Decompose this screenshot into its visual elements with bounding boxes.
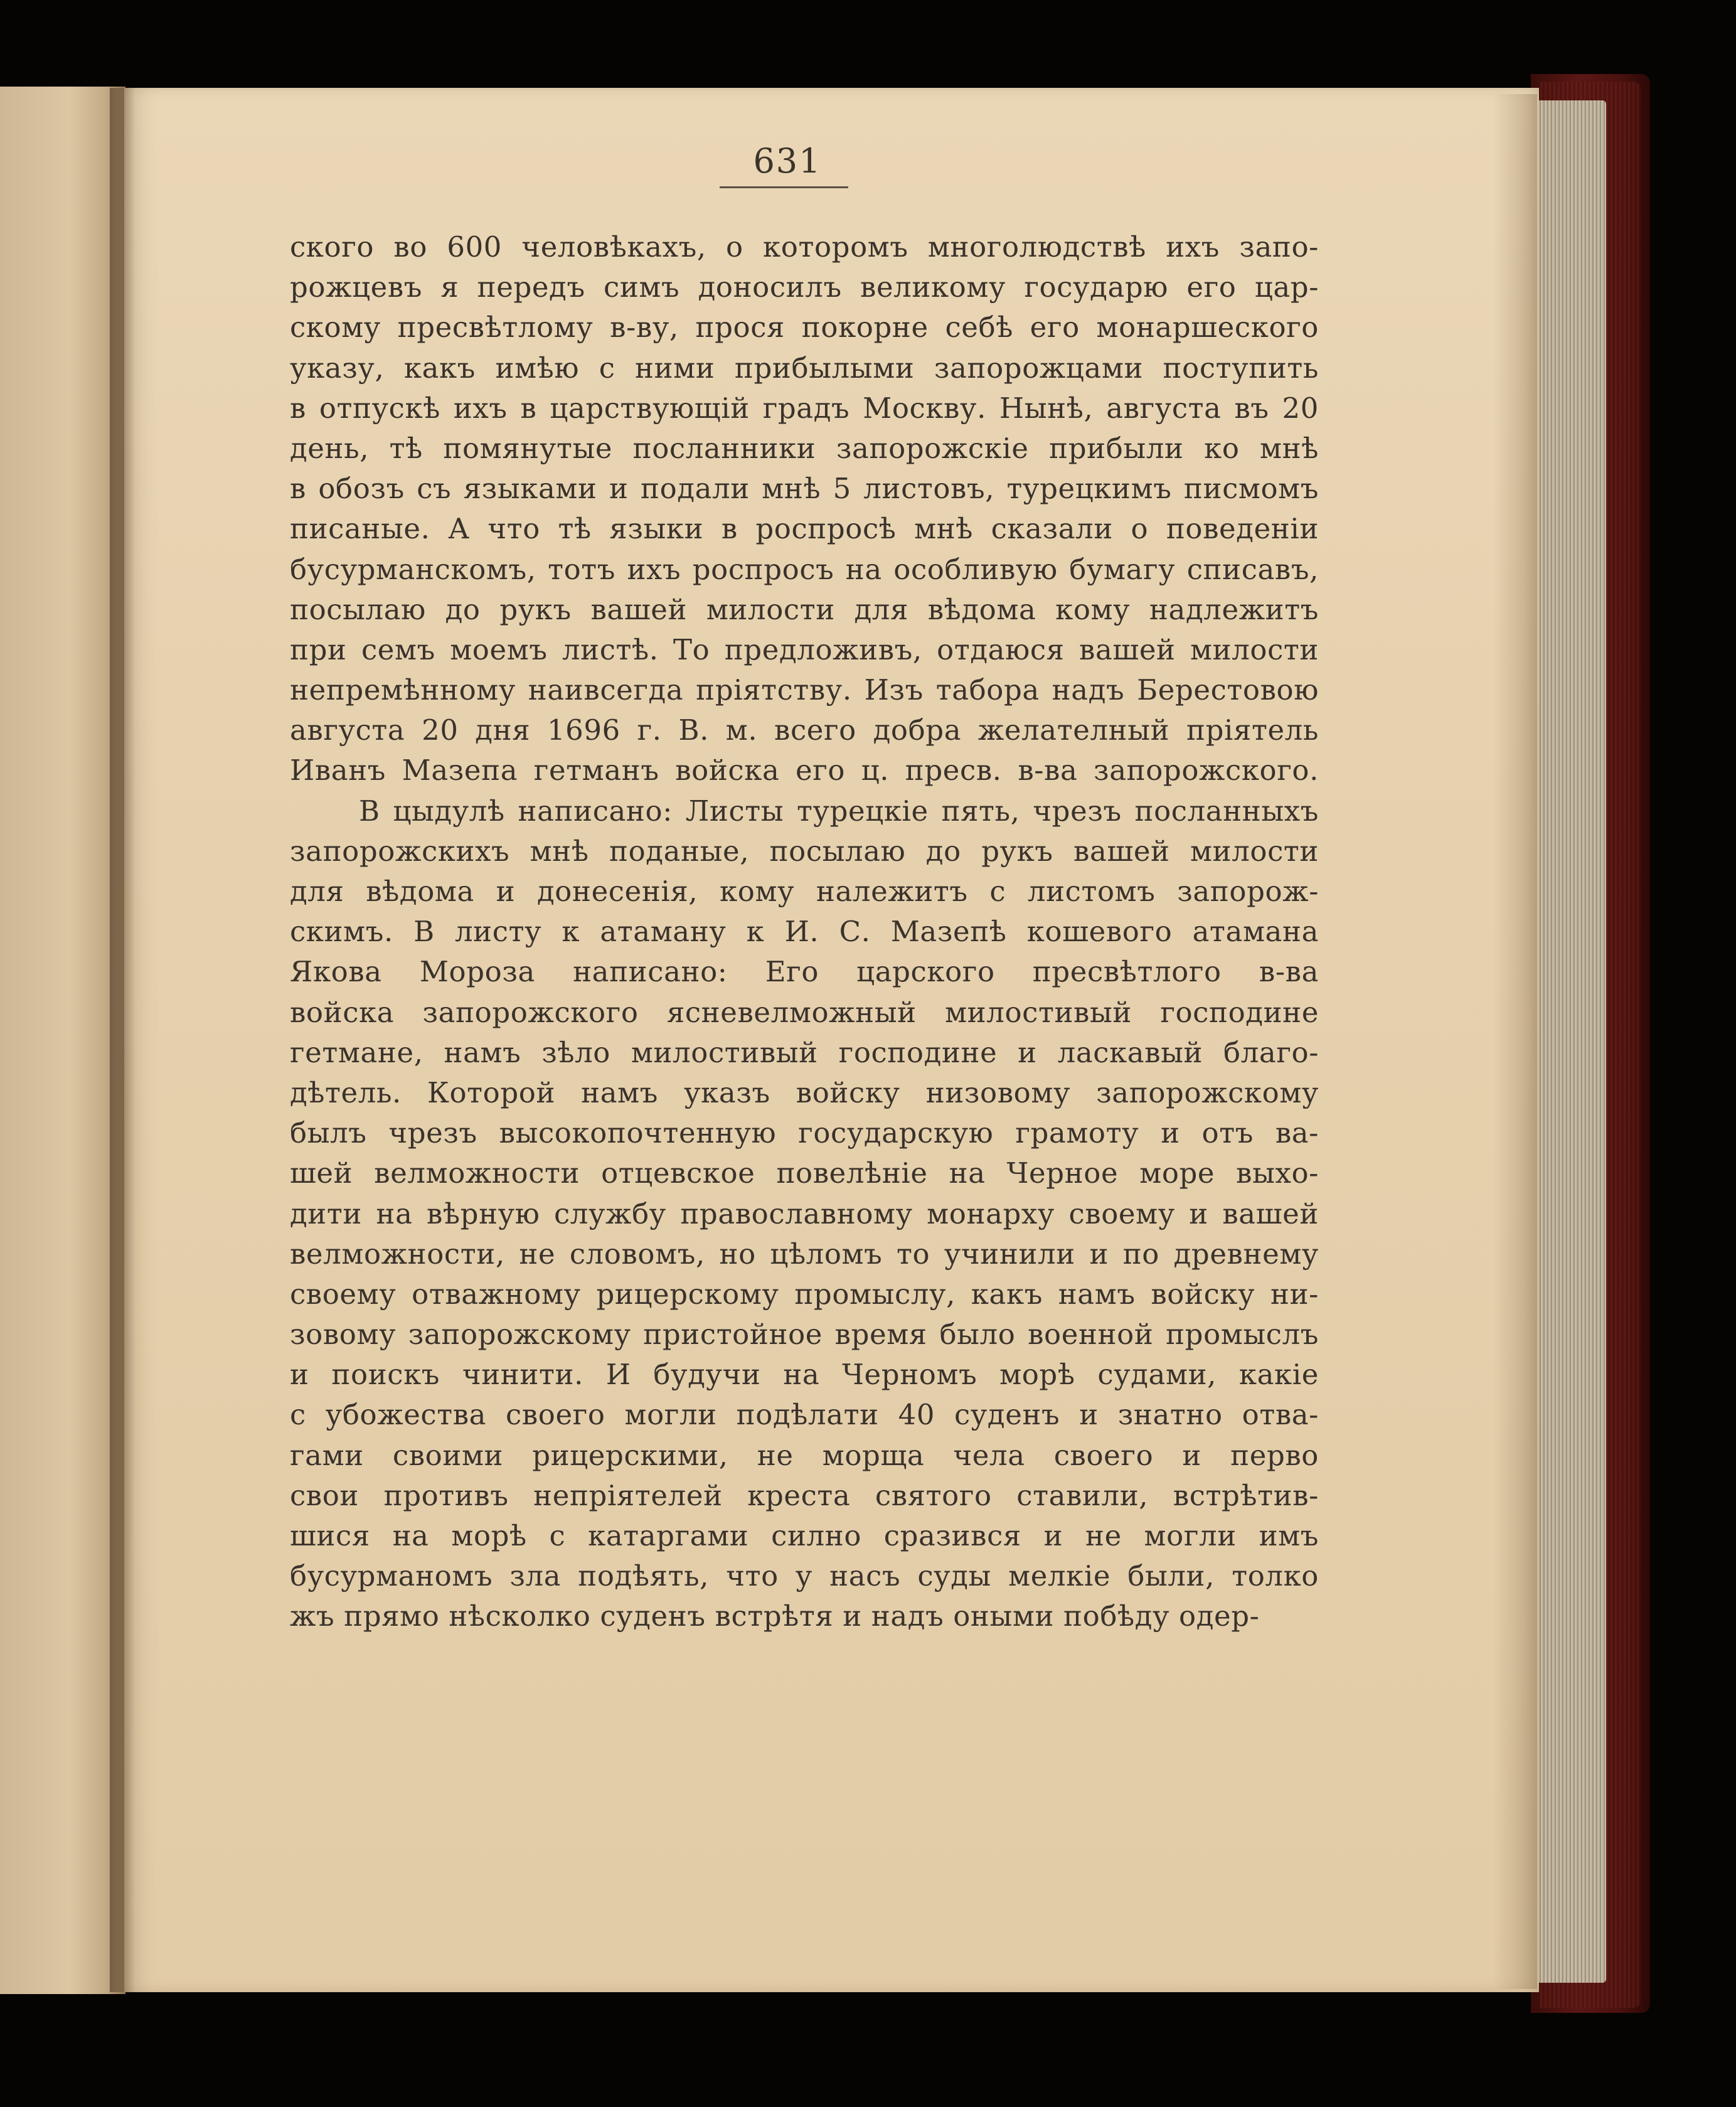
- text-line: жъ прямо нѣсколко суденъ встрѣтя и надъ оными побѣду одер-: [290, 1599, 1260, 1633]
- text-line: гами своими рицерскими, не морща чела своего и перво: [290, 1438, 1319, 1472]
- text-line: для вѣдома и донесенія, кому належитъ с листомъ запорож-: [290, 875, 1319, 908]
- text-line: ского во 600 человѣкахъ, о которомъ многолюдствѣ ихъ запо-: [290, 230, 1319, 264]
- text-line: зовому запорожскому пристойное время было военной промыслъ: [290, 1318, 1319, 1352]
- text-line: бусурманскомъ, тотъ ихъ роспросъ на особливую бумагу списавъ,: [290, 552, 1319, 586]
- text-line: своему отважному рицерскому промыслу, какъ намъ войску ни-: [290, 1277, 1319, 1311]
- text-line: запорожскихъ мнѣ поданые, посылаю до рукъ вашей милости: [290, 834, 1319, 868]
- page-edges: [1531, 100, 1606, 1983]
- text-line: скимъ. В листу к атаману к И. С. Мазепѣ кошевого атамана: [290, 915, 1319, 949]
- page-body-text: [290, 227, 1319, 1637]
- page-fold-shadow: [1493, 94, 1537, 1989]
- text-line: непремѣнному наивсегда пріятству. Изъ табора надъ Берестовою: [290, 673, 1319, 707]
- text-line: при семъ моемъ листѣ. То предложивъ, отдаюся вашей милости: [290, 632, 1319, 666]
- text-line: велможности, не словомъ, но цѣломъ то учинили и по древнему: [290, 1237, 1319, 1271]
- text-line: и поискъ чинити. И будучи на Черномъ морѣ судами, какіе: [290, 1358, 1319, 1392]
- text-line: В цыдулѣ написано: Листы турецкіе пять, чрезъ посланныхъ: [359, 794, 1319, 828]
- gutter-shadow: [110, 88, 135, 1992]
- text-line: войска запорожского ясневелможный милостивый господине: [290, 995, 1319, 1029]
- text-line: посылаю до рукъ вашей милости для вѣдома кому надлежитъ: [290, 592, 1319, 626]
- text-line: Якова Мороза написано: Его царского пресвѣтлого в-ва: [290, 955, 1319, 989]
- text-line: шися на морѣ с катаргами силно сразився и не могли имъ: [290, 1519, 1319, 1552]
- text-line: августа 20 дня 1696 г. В. м. всего добра желателный пріятель: [290, 713, 1319, 747]
- text-line: день, тѣ помянутые посланники запорожскіе прибыли ко мнѣ: [290, 431, 1319, 465]
- text-line: скому пресвѣтлому в-ву, прося покорне себѣ его монаршеского: [290, 311, 1319, 344]
- text-line: дити на вѣрную службу православному монарху своему и вашей: [290, 1197, 1319, 1230]
- text-line: Иванъ Мазепа гетманъ войска его ц. пресв. в-ва запорожского.: [290, 754, 1319, 787]
- left-page-edge: [0, 87, 125, 1994]
- text-line: в обозъ съ языками и подали мнѣ 5 листовъ, турецкимъ писмомъ: [290, 472, 1319, 506]
- text-line: гетмане, намъ зѣло милостивый господине и ласкавый благо-: [290, 1035, 1319, 1069]
- text-line: в отпускѣ ихъ в царствующій градъ Москву. Нынѣ, августа въ 20: [290, 391, 1319, 425]
- page-number: 631: [753, 141, 822, 181]
- text-line: свои противъ непріятелей креста святого ставили, встрѣтив-: [290, 1478, 1319, 1512]
- text-line: дѣтель. Которой намъ указъ войску низовому запорожскому: [290, 1075, 1319, 1109]
- text-line: рожцевъ я передъ симъ доносилъ великому государю его цар-: [290, 270, 1319, 304]
- page-number-rule: [720, 186, 848, 188]
- text-line: бусурманомъ зла подѣять, что у насъ суды мелкіе были, толко: [290, 1559, 1319, 1593]
- text-line: шей велможности отцевское повелѣніе на Черное море выхо-: [290, 1156, 1319, 1190]
- text-line: писаные. А что тѣ языки в роспросѣ мнѣ сказали о поведеніи: [290, 512, 1319, 546]
- text-line: указу, какъ имѣю с ними прибылыми запорожцами поступить: [290, 351, 1319, 385]
- text-line: с убожества своего могли подѣлати 40 суденъ и знатно отва-: [290, 1398, 1319, 1432]
- text-line: былъ чрезъ высокопочтенную государскую грамоту и отъ ва-: [290, 1116, 1319, 1150]
